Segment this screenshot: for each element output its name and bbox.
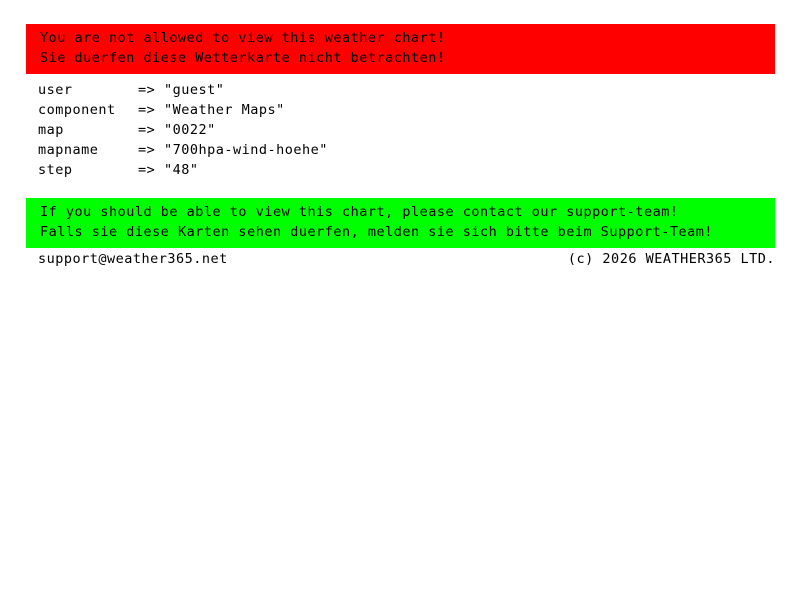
parameter-arrow: => [138, 142, 156, 158]
parameter-key: component [38, 102, 116, 118]
error-banner [26, 24, 775, 74]
parameter-row-step [38, 160, 328, 180]
parameter-arrow: => [138, 122, 156, 138]
parameter-arrow: => [138, 162, 156, 178]
parameter-arrow: => [138, 102, 156, 118]
support-banner-line-de: Falls sie diese Karten sehen duerfen, melden sie sich bitte beim Support-Team! [40, 224, 713, 240]
parameter-key: mapname [38, 142, 99, 158]
parameter-value: "Weather Maps" [164, 102, 285, 118]
parameter-value: "guest" [164, 82, 225, 98]
parameter-list [38, 80, 328, 180]
copyright-text: (c) 2026 WEATHER365 LTD. [567, 251, 775, 267]
error-banner-line-en: You are not allowed to view this weather chart! [40, 30, 446, 46]
footer [38, 249, 775, 269]
error-banner-line-de: Sie duerfen diese Wetterkarte nicht betrachten! [40, 50, 446, 66]
parameter-row-component [38, 100, 328, 120]
support-email-link[interactable]: support@weather365.net [38, 251, 228, 267]
parameter-key: user [38, 82, 73, 98]
parameter-key: step [38, 162, 73, 178]
parameter-arrow: => [138, 82, 156, 98]
parameter-row-user [38, 80, 328, 100]
parameter-row-map [38, 120, 328, 140]
support-banner [26, 198, 775, 248]
parameter-key: map [38, 122, 64, 138]
parameter-value: "0022" [164, 122, 216, 138]
support-banner-line-en: If you should be able to view this chart, please contact our support-team! [40, 204, 679, 220]
parameter-row-mapname [38, 140, 328, 160]
parameter-value: "700hpa-wind-hoehe" [164, 142, 328, 158]
parameter-value: "48" [164, 162, 199, 178]
